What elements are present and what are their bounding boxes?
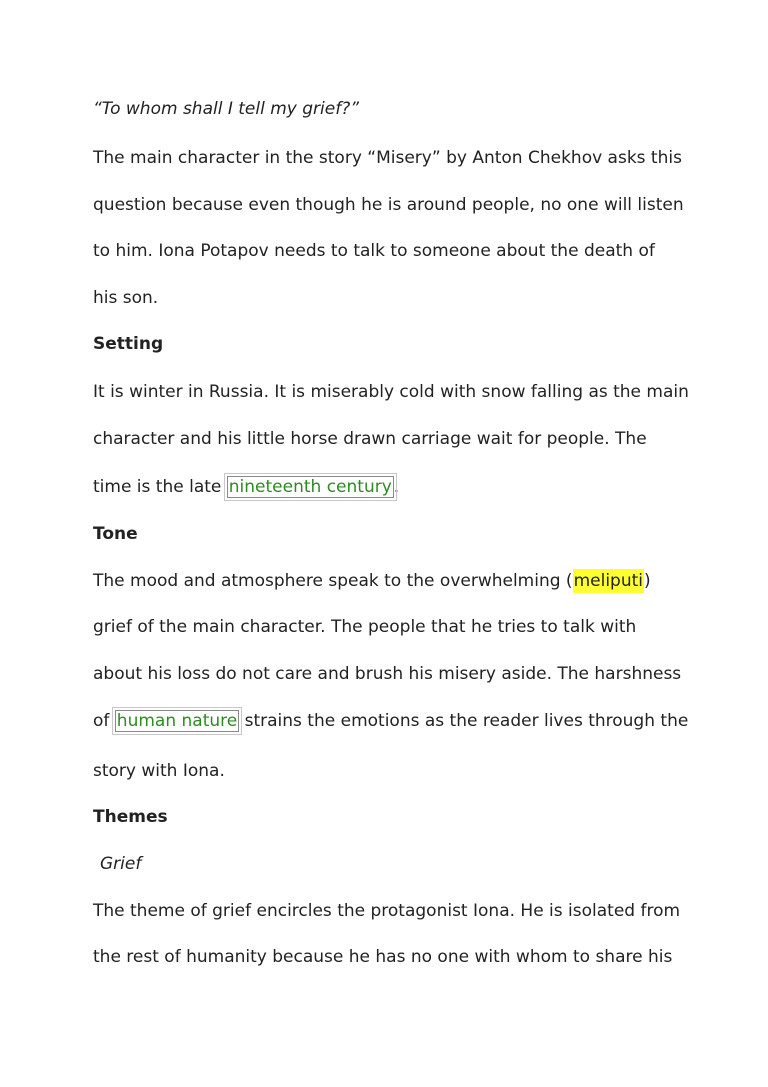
setting-line-1: It is winter in Russia. It is miserably cold with snow falling as the main — [93, 382, 689, 402]
intro-line-4: his son. — [93, 288, 159, 308]
intro-line-2: question because even though he is around people, no one will listen — [93, 195, 684, 215]
tone-line-4-text: of — [93, 711, 115, 731]
tone-heading: Tone — [93, 524, 138, 544]
nineteenth-century-link[interactable]: nineteenth century — [228, 477, 392, 497]
tone-line-4 — [93, 709, 693, 733]
human-nature-link[interactable]: human nature — [116, 711, 238, 731]
tone-line-4-end: strains the emotions as the reader lives through the — [239, 711, 689, 731]
themes-line-2: the rest of humanity because he has no one with whom to share his — [93, 947, 673, 967]
setting-heading: Setting — [93, 334, 164, 354]
tone-line-3: about his loss do not care and brush his misery aside. The harshness — [93, 664, 682, 684]
setting-line-3-end: . — [393, 477, 400, 497]
tone-line-2: grief of the main character. The people that he tries to talk with — [93, 617, 637, 637]
setting-line-2: character and his little horse drawn carriage wait for people. The — [93, 429, 647, 449]
themes-heading: Themes — [93, 807, 168, 827]
tone-line-5: story with Iona. — [93, 761, 225, 781]
meliputi-highlight: meliputi — [573, 571, 643, 591]
intro-line-1: The main character in the story “Misery” by Anton Chekhov asks this — [93, 148, 682, 168]
tone-line-1-text: The mood and atmosphere speak to the overwhelming ( — [93, 571, 573, 591]
setting-line-3-text: time is the late — [93, 477, 227, 497]
opening-quote: “To whom shall I tell my grief?” — [93, 99, 360, 119]
setting-line-3 — [93, 475, 693, 499]
tone-line-1 — [93, 569, 693, 593]
tone-line-1-end: ) — [644, 571, 651, 591]
grief-subheading: Grief — [100, 854, 142, 874]
intro-line-3: to him. Iona Potapov needs to talk to someone about the death of — [93, 241, 655, 261]
themes-line-1: The theme of grief encircles the protagonist Iona. He is isolated from — [93, 901, 681, 921]
